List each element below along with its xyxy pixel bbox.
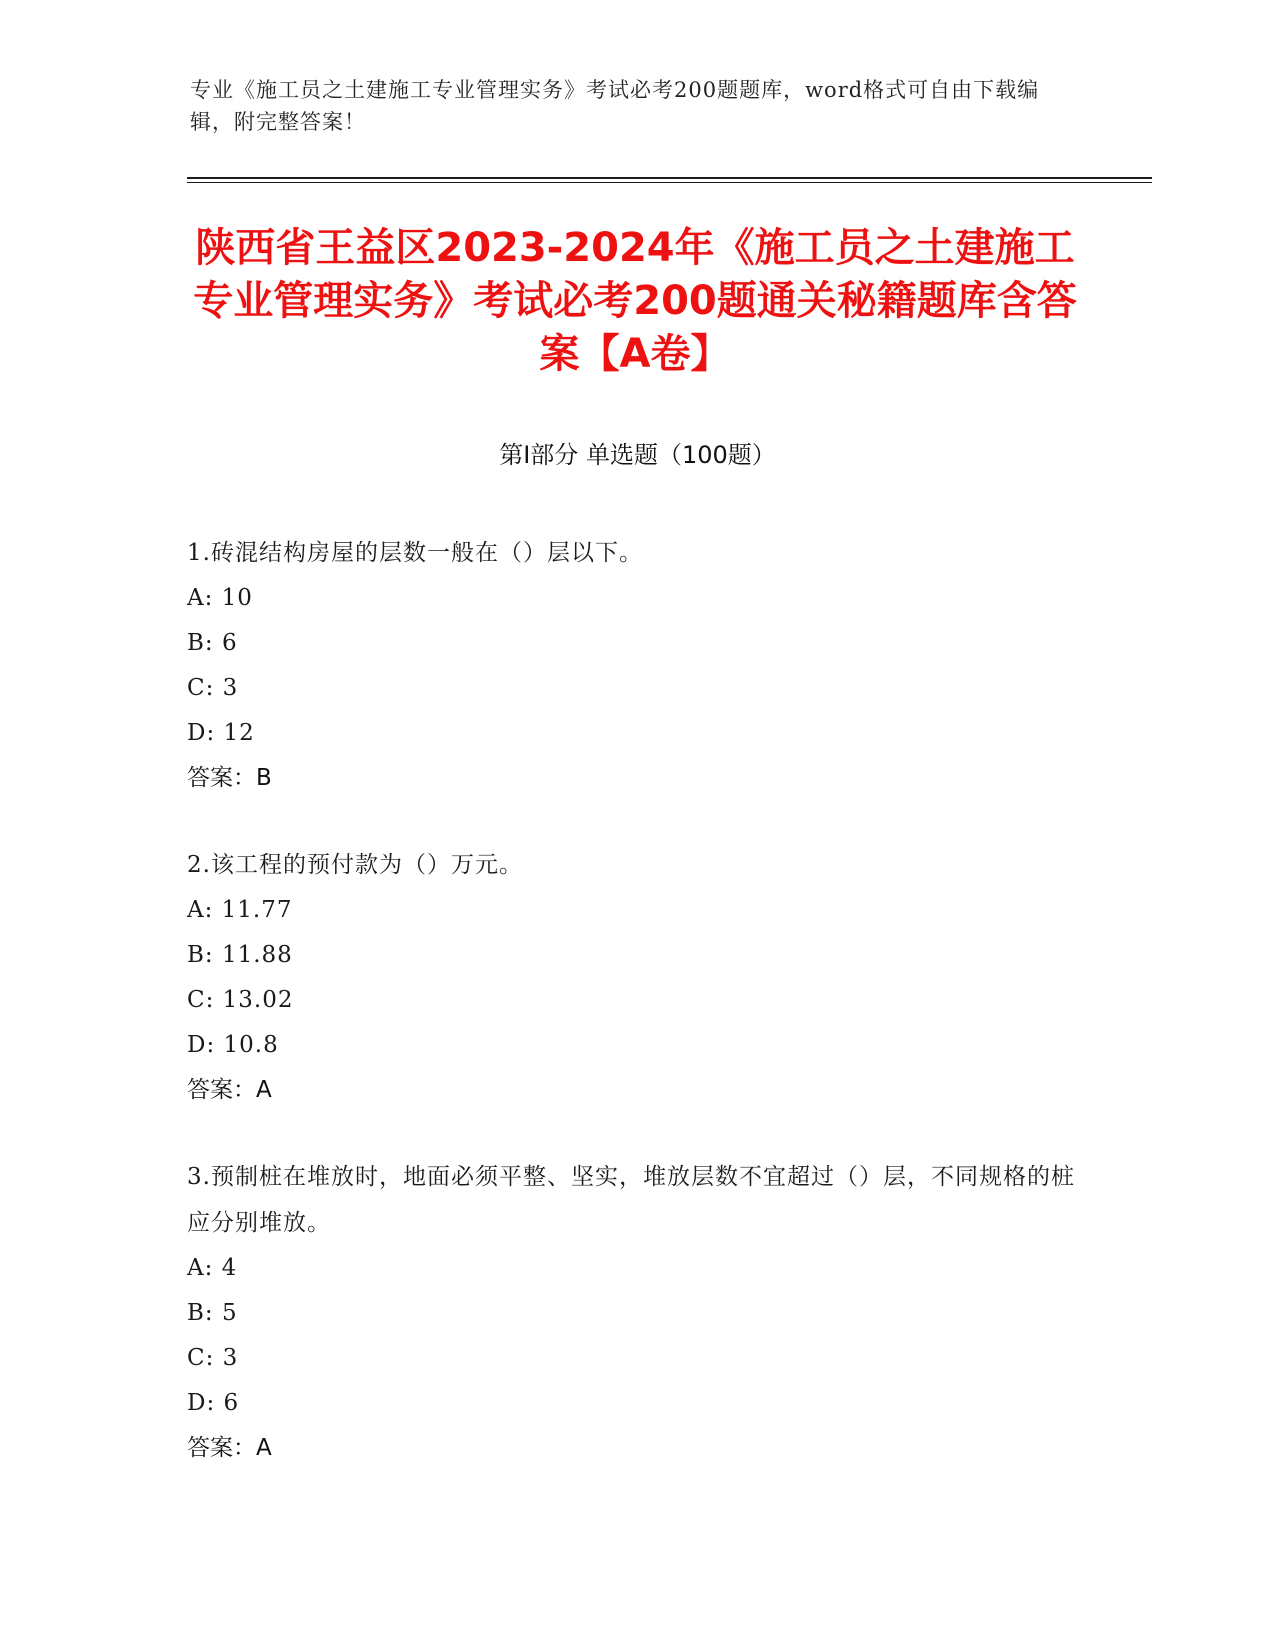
question-item-3: [187, 1154, 1087, 1471]
answer-text: 答案：A: [187, 1435, 272, 1461]
header-note: 专业《施工员之土建施工专业管理实务》考试必考200题题库，word格式可自由下载编辑，附完整答案！: [190, 78, 1040, 134]
option-c: C: 3: [187, 1345, 239, 1371]
option-a: A: 10: [187, 585, 253, 611]
question-text: 1.砖混结构房屋的层数一般在（）层以下。: [187, 540, 643, 566]
option-a: A: 4: [187, 1255, 238, 1281]
option-d: D: 6: [187, 1390, 240, 1416]
option-b: B: 6: [187, 630, 238, 656]
section-heading: 第I部分 单选题（100题）: [499, 441, 776, 469]
header-divider-thick: [187, 177, 1152, 179]
answer-text: 答案：A: [187, 1077, 272, 1103]
question-item-2: [187, 842, 1087, 1113]
question-item-1: [187, 530, 1087, 801]
answer-text: 答案：B: [187, 765, 272, 791]
option-b: B: 11.88: [187, 942, 293, 968]
option-d: D: 12: [187, 720, 255, 746]
document-title: 陕西省王益区2023-2024年《施工员之土建施工专业管理实务》考试必考200题通关秘籍题库含答案【A卷】: [193, 225, 1077, 377]
header-divider-thin: [187, 182, 1152, 183]
question-list: [187, 530, 1087, 1512]
option-c: C: 3: [187, 675, 239, 701]
option-a: A: 11.77: [187, 897, 293, 923]
option-b: B: 5: [187, 1300, 238, 1326]
question-text: 3.预制桩在堆放时，地面必须平整、坚实，堆放层数不宜超过（）层，不同规格的桩应分别堆放。: [187, 1164, 1075, 1236]
option-c: C: 13.02: [187, 987, 294, 1013]
question-text: 2.该工程的预付款为（）万元。: [187, 852, 523, 878]
option-d: D: 10.8: [187, 1032, 279, 1058]
